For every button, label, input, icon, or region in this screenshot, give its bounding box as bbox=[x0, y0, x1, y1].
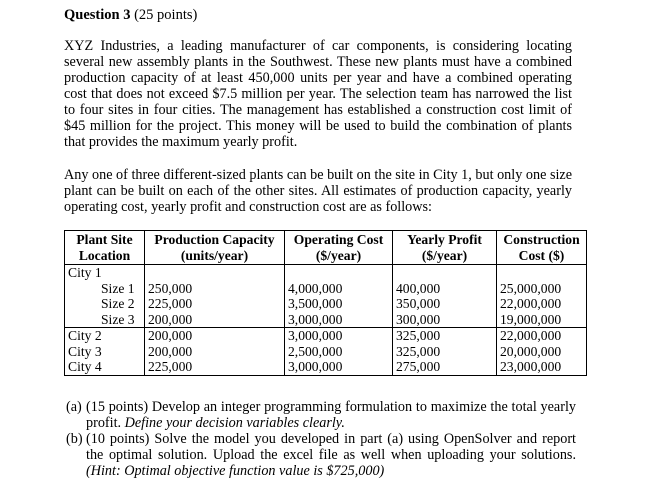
header-construction-cost: Construction Cost ($) bbox=[497, 231, 587, 265]
row-operating-cost: 3,000,000 bbox=[285, 328, 393, 344]
row-location: City 1 bbox=[65, 265, 145, 281]
row-location: City 2 bbox=[65, 328, 145, 344]
problem-description: XYZ Industries, a leading manufacturer of car components, is considering locating several new assembly plants in the Southwest. These new plants must have a combined production capacity of at least 450,000 units per year and have a combined operating cost that does not exceed $7.5 million per year. The selection team has narrowed the list to four sites in four cities. The management has established a construction cost limit of $45 million for the project. This money will be used to build the combination of plants that provides the maximum yearly profit. bbox=[64, 38, 572, 150]
table-row bbox=[65, 312, 587, 328]
row-yearly-profit: 300,000 bbox=[393, 312, 497, 328]
row-operating-cost: 3,500,000 bbox=[285, 296, 393, 312]
row-construction-cost: 22,000,000 bbox=[497, 296, 587, 312]
row-construction-cost: 20,000,000 bbox=[497, 344, 587, 360]
plant-options-description: Any one of three different-sized plants can be built on the site in City 1, but only one size plant can be built on each of the other sites. All estimates of production capacity, yearly operating cost, yearly profit and construction cost are as follows: bbox=[64, 167, 572, 215]
table-row bbox=[65, 328, 587, 344]
row-operating-cost: 3,000,000 bbox=[285, 359, 393, 375]
part-a-italic: Define your decision variables clearly. bbox=[124, 415, 345, 431]
row-location: City 4 bbox=[65, 359, 145, 375]
table-header-row bbox=[65, 231, 587, 265]
row-construction-cost: 22,000,000 bbox=[497, 328, 587, 344]
row-operating-cost: 2,500,000 bbox=[285, 344, 393, 360]
plant-data-table bbox=[64, 230, 587, 376]
row-construction-cost: 25,000,000 bbox=[497, 281, 587, 297]
row-location: Size 3 bbox=[65, 312, 145, 328]
part-b-text: (10 points) Solve the model you developed in part (a) using OpenSolver and report the optimal solution. Upload the excel file as well when uploading your solutions. bbox=[86, 431, 576, 463]
row-location: City 3 bbox=[65, 344, 145, 360]
part-a-label: (a) bbox=[66, 399, 82, 415]
header-yearly-profit: Yearly Profit ($/year) bbox=[393, 231, 497, 265]
header-operating-cost: Operating Cost ($/year) bbox=[285, 231, 393, 265]
table-row bbox=[65, 265, 587, 281]
table-row bbox=[65, 296, 587, 312]
row-yearly-profit: 400,000 bbox=[393, 281, 497, 297]
part-b-italic: (Hint: Optimal objective function value is $725,000) bbox=[86, 463, 385, 479]
row-capacity: 200,000 bbox=[145, 344, 285, 360]
table-row bbox=[65, 359, 587, 375]
row-yearly-profit: 325,000 bbox=[393, 328, 497, 344]
row-capacity: 200,000 bbox=[145, 312, 285, 328]
header-capacity: Production Capacity (units/year) bbox=[145, 231, 285, 265]
row-yearly-profit: 325,000 bbox=[393, 344, 497, 360]
row-yearly-profit: 350,000 bbox=[393, 296, 497, 312]
part-b-label: (b) bbox=[66, 431, 83, 447]
question-parts bbox=[66, 399, 576, 479]
row-operating-cost: 3,000,000 bbox=[285, 312, 393, 328]
row-capacity: 225,000 bbox=[145, 296, 285, 312]
question-title: Question 3 bbox=[64, 7, 131, 23]
question-points: (25 points) bbox=[134, 7, 198, 23]
part-a-text: (15 points) Develop an integer programming formulation to maximize the total yearly profit. bbox=[86, 399, 576, 431]
row-yearly-profit: 275,000 bbox=[393, 359, 497, 375]
part-a bbox=[66, 399, 576, 431]
row-construction-cost: 19,000,000 bbox=[497, 312, 587, 328]
header-location: Plant Site Location bbox=[65, 231, 145, 265]
question-heading bbox=[64, 7, 197, 23]
part-b bbox=[66, 431, 576, 479]
row-location: Size 1 bbox=[65, 281, 145, 297]
row-construction-cost: 23,000,000 bbox=[497, 359, 587, 375]
row-capacity: 225,000 bbox=[145, 359, 285, 375]
table-row bbox=[65, 281, 587, 297]
table-row bbox=[65, 344, 587, 360]
row-capacity: 200,000 bbox=[145, 328, 285, 344]
row-location: Size 2 bbox=[65, 296, 145, 312]
row-capacity: 250,000 bbox=[145, 281, 285, 297]
row-operating-cost: 4,000,000 bbox=[285, 281, 393, 297]
